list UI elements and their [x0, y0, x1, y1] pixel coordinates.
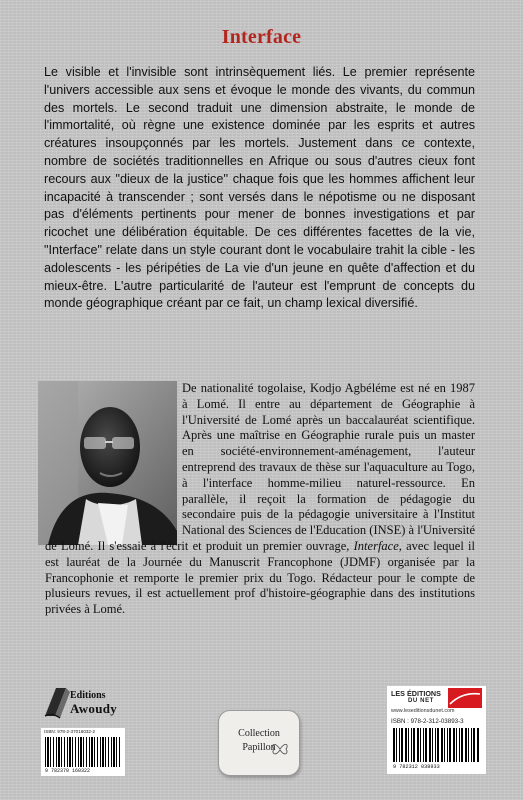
barcode-left — [41, 728, 125, 776]
isbn-left: ISBN: 978-2-37016032-2 — [44, 729, 96, 734]
author-biography — [45, 381, 475, 618]
photo-spacer — [38, 381, 178, 537]
barcode-bars-left — [45, 737, 121, 767]
collection-badge — [218, 710, 300, 776]
synopsis-text: Le visible et l'invisible sont intrinsèquement liés. Le premier représente l'univers accessible aux sens et évoque le monde des vivants, du commun des mortels. Le second traduit une dimension abstraite, le monde de l'immortalité, où règne une existence dominée par les esprits et autres créatures insoupçonnés par les mortels. Justement dans ce contexte, nombre de sociétés traditionnelles en Afrique ou sous d'autres cieux font recours aux "dieux de la justice'' chaque fois que les hommes affichent leur incapacité à transcender ; sont versés dans le népotisme ou ne disposant pas d'éléments pertinents pour mener de bonnes investigations et par ricochet une délibération équitable. De ces différentes facettes de la vie, "Interface" relate dans un style courant dont le vocabulaire trahit la cible - les adolescents - les péripéties de La vie d'un jeune en quête d'affection et du mieux-être. L'autre particularité de l'auteur est l'emprunt de concepts du monde géographique créant par ce fait, un champ lexical diversifié. — [44, 65, 475, 311]
editions-du-net-block — [387, 686, 486, 774]
publisher-right-line2: DU NET — [408, 698, 434, 704]
book-logo-icon — [42, 684, 72, 720]
barcode-number-right: 9 782312 038933 — [393, 764, 440, 770]
publisher-red-mark — [448, 688, 482, 708]
bio-text-part1: De nationalité togolaise, Kodjo Agbéléme est né en 1987 à Lomé. Il entre au département de Géographie à l'Université de Lomé après un baccalauréat scientifique. Après une maîtrise en Géographie rurale puis un master en société-environnement-aménagement, l'auteur entreprend des travaux de thèse sur l'aquaculture au Togo, à l'interface homme-milieu naturel-ressource. En parallèle, il reçoit la formation de pédagogie du secondaire puis de la pédagogie universitaire à l'Institut National des Sciences de l'Education (INSE) à l'Université de Lomé. Il s'essaie à l'écrit et produit un premier ouvrage, — [45, 381, 475, 553]
bio-text-part2: , avec lequel il est lauréat de la Journée du Manuscrit Francophone (JDMF) organisée par la Francophonie et remporte le premier prix du Togo. Rédacteur pour le compte de plusieurs revues, il est actuellement prof d'histoire-géographie dans des institutions privées à Lomé. — [45, 538, 475, 617]
collection-line1: Collection — [238, 728, 280, 739]
book-title: Interface — [221, 26, 302, 48]
bio-book-title: Interface — [353, 538, 399, 553]
publisher-left-line2: Awoudy — [70, 701, 118, 716]
collection-line2: Papillon — [242, 742, 276, 753]
editions-awoudy-logo — [42, 682, 127, 732]
isbn-right: ISBN : 978-2-312-03893-3 — [391, 718, 464, 725]
publisher-right-line1: LES ÉDITIONS — [391, 689, 441, 698]
swoosh-icon — [448, 688, 482, 708]
publisher-url: www.leseditionsdunet.com — [391, 708, 455, 714]
barcode-bars-right — [393, 728, 479, 762]
barcode-number-left: 9 782370 160322 — [45, 768, 91, 774]
publisher-left-line1: Editions — [70, 690, 106, 701]
butterfly-icon — [271, 739, 289, 759]
